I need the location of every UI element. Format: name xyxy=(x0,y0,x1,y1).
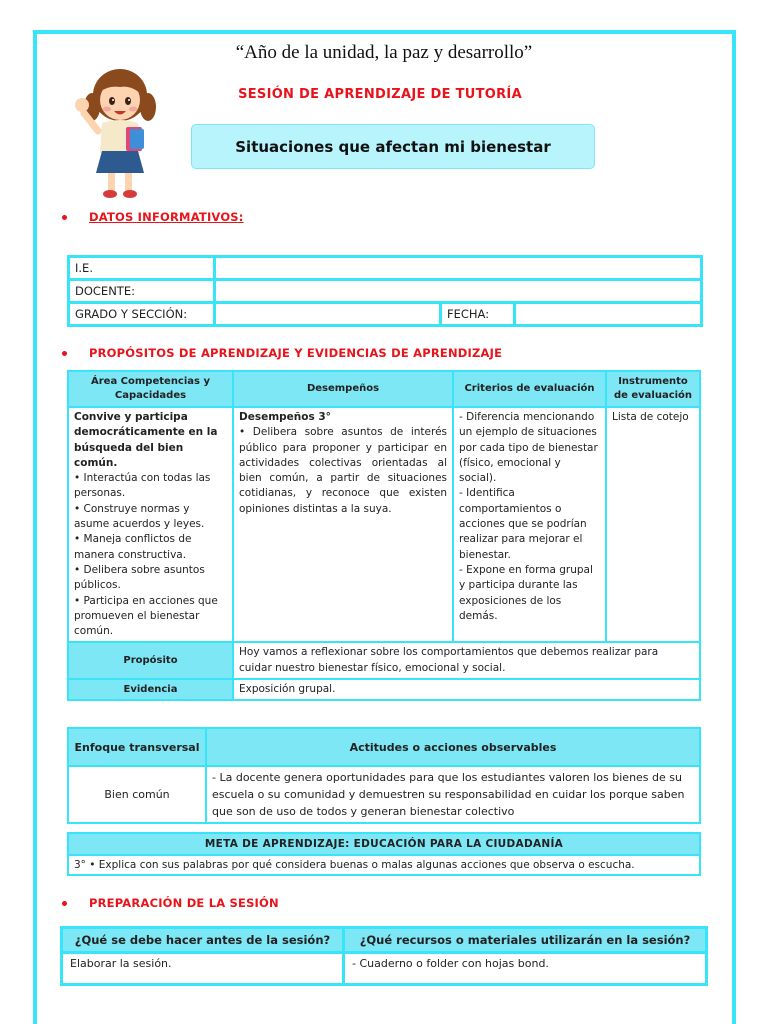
criterio-item: - Expone en forma grupal y participa durante las exposiciones de los demás. xyxy=(459,563,593,622)
capacidad-item: • Maneja conflictos de manera constructiva. xyxy=(74,533,192,561)
topic-title: Situaciones que afectan mi bienestar xyxy=(235,137,551,156)
recursos-text: - Cuaderno o folder con hojas bond. xyxy=(344,953,707,985)
bullet-icon xyxy=(62,901,67,906)
actitudes-text: - La docente genera oportunidades para que los estudiantes valoren los bienes de su escuela o su comunidad y demuestren su responsabilidad en cuidar los porque saben que son de uso de todos y generan bienestar colectivo xyxy=(206,766,700,823)
table-row xyxy=(68,642,700,679)
session-title: SESIÓN DE APRENDIZAJE DE TUTORÍA xyxy=(238,87,522,102)
table-row xyxy=(62,953,707,985)
table-header-row xyxy=(68,371,700,407)
grado-field[interactable] xyxy=(215,303,441,326)
table-header-row xyxy=(68,728,700,766)
table-row xyxy=(68,407,700,642)
docente-label: DOCENTE: xyxy=(69,280,215,303)
competencia-title: Convive y participa democráticamente en la búsqueda del bien común. xyxy=(74,411,218,469)
capacidad-item: • Construye normas y asume acuerdos y leyes. xyxy=(74,502,205,531)
proposito-text: Hoy vamos a reflexionar sobre los comportamientos que debemos realizar para cuidar nuestro bienestar físico, emocional y social. xyxy=(233,642,700,679)
table-row xyxy=(68,855,700,875)
topic-box xyxy=(191,124,595,169)
fecha-label: FECHA: xyxy=(441,303,515,326)
year-heading: “Año de la unidad, la paz y desarrollo” xyxy=(235,42,533,63)
datos-table xyxy=(67,255,703,327)
header-recursos: ¿Qué recursos o materiales utilizarán en la sesión? xyxy=(344,928,707,953)
bullet-icon xyxy=(62,351,67,356)
meta-text: 3° • Explica con sus palabras por qué considera buenas o malas algunas acciones que observa o escucha. xyxy=(68,855,700,875)
instrumento-cell: Lista de cotejo xyxy=(606,407,700,642)
table-row xyxy=(68,679,700,700)
criterios-cell xyxy=(453,407,606,642)
evidencia-label: Evidencia xyxy=(68,679,233,700)
datos-heading-label: DATOS INFORMATIVOS: xyxy=(89,210,244,224)
criterio-item: - Diferencia mencionando un ejemplo de situaciones por cada tipo de bienestar (físico, emocional y social). xyxy=(459,411,598,485)
header-actitudes: Actitudes o acciones observables xyxy=(206,728,700,766)
header-desempenos: Desempeños xyxy=(233,371,453,407)
girl-illustration xyxy=(70,55,165,205)
table-header-row xyxy=(68,833,700,855)
capacidad-item: • Interactúa con todas las personas. xyxy=(74,472,211,500)
preparacion-heading-label: PREPARACIÓN DE LA SESIÓN xyxy=(89,896,279,910)
evidencia-text: Exposición grupal. xyxy=(233,679,700,700)
fecha-field[interactable] xyxy=(515,303,702,326)
desempeno-text: • Delibera sobre asuntos de interés público para proponer y participar en actividades colectivas orientadas al bien común, a partir de situaciones cotidianas, y reconoce que existen opiniones distintas a la suya. xyxy=(239,426,447,515)
bullet-icon xyxy=(62,215,67,220)
header-antes: ¿Qué se debe hacer antes de la sesión? xyxy=(62,928,344,953)
proposito-label: Propósito xyxy=(68,642,233,679)
table-row xyxy=(68,766,700,823)
grado-label: GRADO Y SECCIÓN: xyxy=(69,303,215,326)
header-enfoque: Enfoque transversal xyxy=(68,728,206,766)
table-header-row xyxy=(62,928,707,953)
table-row xyxy=(69,303,702,326)
enfoque-value: Bien común xyxy=(68,766,206,823)
capacidad-item: • Participa en acciones que promueven el bienestar común. xyxy=(74,594,218,638)
capacidad-item: • Delibera sobre asuntos públicos. xyxy=(74,563,205,592)
antes-text: Elaborar la sesión. xyxy=(62,953,344,985)
propositos-heading xyxy=(62,346,502,360)
ie-field[interactable] xyxy=(215,257,702,280)
docente-field[interactable] xyxy=(215,280,702,303)
preparacion-heading xyxy=(62,896,279,910)
header-criterios: Criterios de evaluación xyxy=(453,371,606,407)
datos-heading xyxy=(62,210,244,224)
desempenos-cell xyxy=(233,407,453,642)
header-instrumento: Instrumento de evaluación xyxy=(606,371,700,407)
desempeno-title: Desempeños 3° xyxy=(239,411,331,423)
ie-label: I.E. xyxy=(69,257,215,280)
criterio-item: - Identifica comportamientos o acciones que se podrían realizar para mejorar el bienestar. xyxy=(459,487,587,561)
preparacion-table xyxy=(60,926,708,986)
table-row xyxy=(69,257,702,280)
table-row xyxy=(69,280,702,303)
enfoque-table xyxy=(67,727,701,824)
header-area: Área Competencias y Capacidades xyxy=(68,371,233,407)
competencias-cell xyxy=(68,407,233,642)
propositos-heading-label: PROPÓSITOS DE APRENDIZAJE Y EVIDENCIAS DE APRENDIZAJE xyxy=(89,346,503,360)
meta-table xyxy=(67,832,701,876)
meta-header: META DE APRENDIZAJE: EDUCACIÓN PARA LA CIUDADANÍA xyxy=(68,833,700,855)
propositos-table xyxy=(67,370,701,701)
